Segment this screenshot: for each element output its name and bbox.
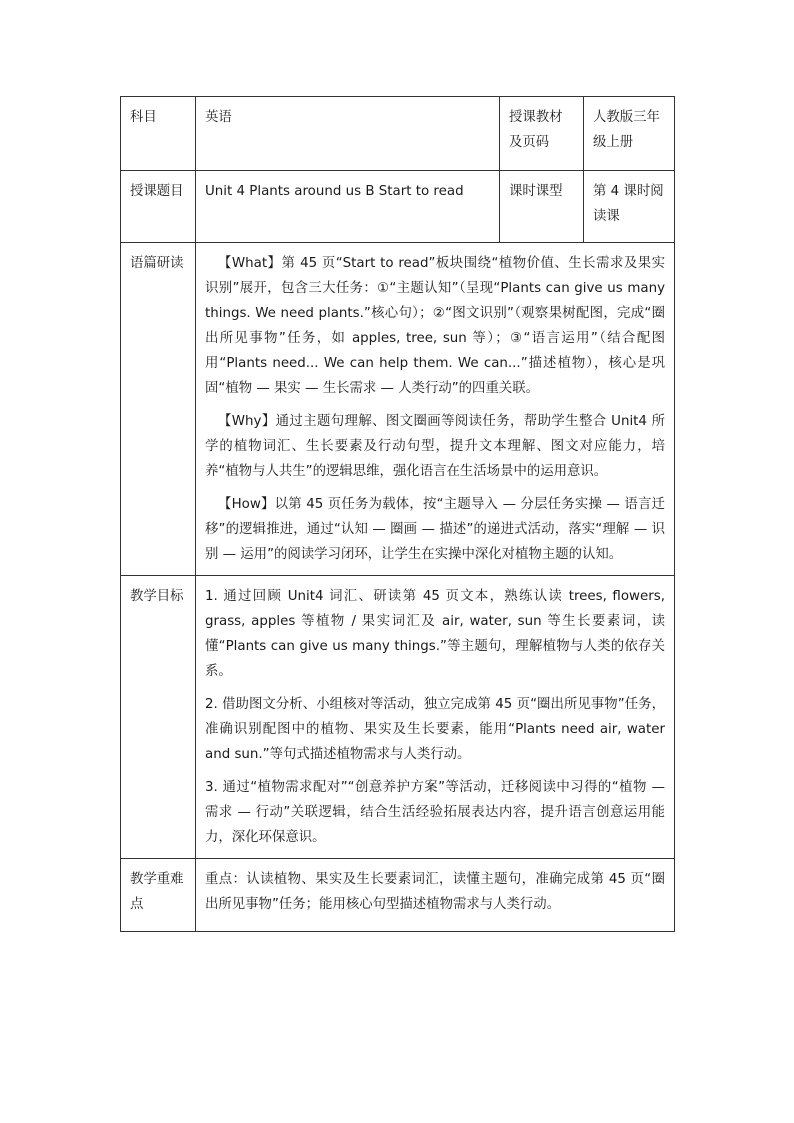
key-points-content xyxy=(196,859,675,932)
objective-item: 2. 借助图文分析、小组核对等活动，独立完成第 45 页“圈出所见事物”任务，准确识别配图中的植物、果实及生长要素，能用“Plants need air, water and sun.”等句式描述植物需求与人类行动。 xyxy=(205,697,665,762)
table-row xyxy=(121,243,675,576)
key-points-text: 重点：认读植物、果实及生长要素词汇，读懂主题句，准确完成第 45 页“圈出所见事物”任务；能用核心句型描述植物需求与人类行动。 xyxy=(205,872,665,912)
subject-label: 科目 xyxy=(121,97,196,171)
lesson-plan-table xyxy=(120,96,675,932)
lesson-type-label: 课时课型 xyxy=(500,171,584,243)
table-row xyxy=(121,171,675,243)
analysis-content xyxy=(196,243,675,576)
analysis-how: 【How】以第 45 页任务为载体，按“主题导入 — 分层任务实操 — 语言迁移”的逻辑推进，通过“认知 — 圈画 — 描述”的递进式活动，落实“理解 — 识别 — 运用”的阅读学习闭环，让学生在实操中深化对植物主题的认知。 xyxy=(205,497,665,562)
analysis-what: 【What】第 45 页“Start to read”板块围绕“植物价值、生长需求及果实识别”展开，包含三大任务：①“主题认知”（呈现“Plants can give us many things. We need plants.”核心句）；②“图文识别”（观察果树配图，完成“圈出所见事物”任务，如 apples, tree, sun 等）；③“语言运用”（结合配图用“Plants need... We can help them. We can...”描述植物），核心是巩固“植物 — 果实 — 生长需求 — 人类行动”的四重关联。 xyxy=(205,256,665,396)
textbook-value: 人教版三年级上册 xyxy=(584,97,675,171)
table-row xyxy=(121,576,675,859)
analysis-why: 【Why】通过主题句理解、图文圈画等阅读任务，帮助学生整合 Unit4 所学的植物词汇、生长要素及行动句型，提升文本理解、图文对应能力，培养“植物与人共生”的逻辑思维，强化语言在生活场景中的运用意识。 xyxy=(205,414,665,479)
lesson-type-value: 第 4 课时阅读课 xyxy=(584,171,675,243)
table-row xyxy=(121,859,675,932)
subject-value: 英语 xyxy=(196,97,500,171)
topic-label: 授课题目 xyxy=(121,171,196,243)
objective-item: 1. 通过回顾 Unit4 词汇、研读第 45 页文本，熟练认读 trees, flowers, grass, apples 等植物 / 果实词汇及 air, water, sun 等生长要素词，读懂“Plants can give us many things.”等主题句，理解植物与人类的依存关系。 xyxy=(205,589,665,679)
objectives-content xyxy=(196,576,675,859)
textbook-label: 授课教材及页码 xyxy=(500,97,584,171)
key-points-label: 教学重难点 xyxy=(121,859,196,932)
objectives-label: 教学目标 xyxy=(121,576,196,859)
topic-value: Unit 4 Plants around us B Start to read xyxy=(196,171,500,243)
analysis-label: 语篇研读 xyxy=(121,243,196,576)
objective-item: 3. 通过“植物需求配对”“创意养护方案”等活动，迁移阅读中习得的“植物 — 需求 — 行动”关联逻辑，结合生活经验拓展表达内容，提升语言创意运用能力，深化环保意识。 xyxy=(205,780,665,845)
table-row xyxy=(121,97,675,171)
